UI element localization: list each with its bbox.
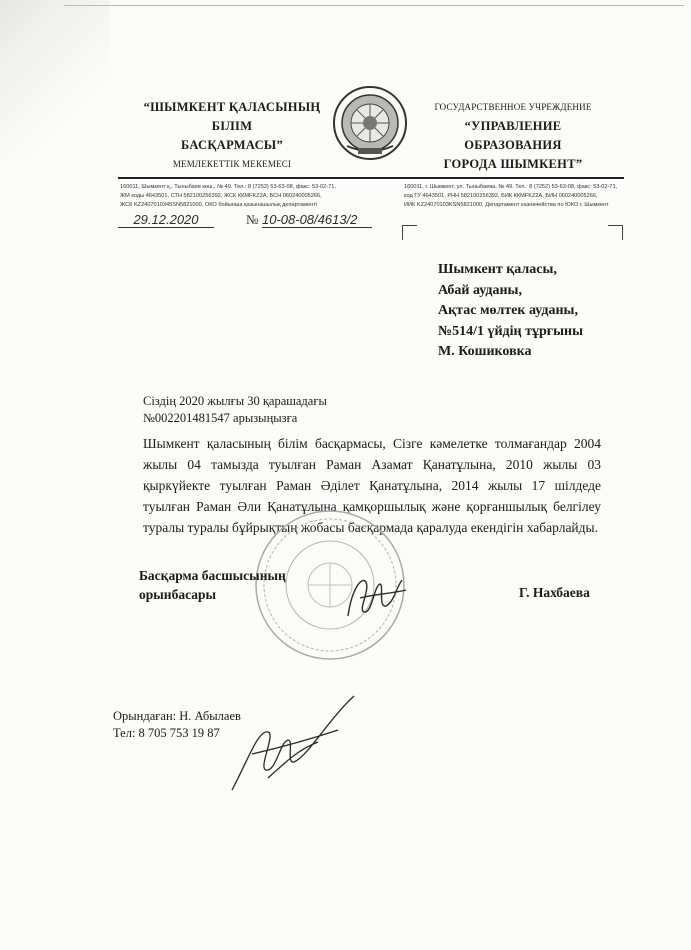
- header-left-line1: “ШЫМКЕНТ ҚАЛАСЫНЫҢ: [143, 100, 321, 114]
- scan-top-edge: [64, 5, 684, 6]
- signatory-name: Г. Нахбаева: [519, 585, 590, 600]
- address-corner-mark-left: [402, 225, 417, 240]
- address-right-line: ИИК KZ24070103KSN5821000, Департамент казначейства по ЮКО г. Шымкент: [404, 202, 609, 208]
- header-left-sub: МЕМЛЕКЕТТІК МЕКЕМЕСІ: [172, 159, 292, 169]
- recipient-line: Шымкент қаласы,: [438, 262, 557, 277]
- header-right-ru: [418, 98, 608, 174]
- address-corner-mark-right: [608, 225, 623, 240]
- address-left-line: ЖМ коды 4643501, СТН 582100256392, ЖСК ККМFKZ2A, БСН 060240005266,: [120, 193, 322, 199]
- registration-number-label: №: [246, 212, 259, 227]
- executor-block: [113, 708, 241, 742]
- letter-body: Шымкент қаласының білім басқармасы, Сізге кәмелетке толмағандар 2004 жылы 04 тамызда туылған Раман Азамат Қанатұлына, 2010 жылы 03 қыркүйекте туылған Раман Әділет Қанатұлына, 2014 жылы 17 шілдеде туылған Раман Әли Қанатұлына қамқоршылық және қорғаншылық белгілеу туралы туралы бұйрықтың жобасы басқармада қаралуда екендігін хабарлайды.: [143, 436, 601, 535]
- registration-date: 29.12.2020: [118, 212, 214, 228]
- address-right: [404, 183, 617, 210]
- header-right-sub: ГОСУДАРСТВЕННОЕ УЧРЕЖДЕНИЕ: [434, 102, 592, 112]
- recipient-line: М. Кошиковка: [438, 344, 532, 359]
- header-left-line3: БАСҚАРМАСЫ”: [180, 138, 284, 152]
- recipient-line: Абай ауданы,: [438, 282, 522, 298]
- reference-line: Сіздің 2020 жылғы 30 қарашадағы: [143, 394, 327, 408]
- address-right-line: код ГУ 4643501, РНН 582100256392, БИК ККМFKZ2A, БИН 060240005266,: [404, 193, 598, 199]
- address-left-line: 160011, Шымкент қ., Тыныбаев көш., № 49. Тел.: 8 (7252) 53-63-08, факс: 53-02-71,: [120, 184, 336, 190]
- scan-corner-shadow: [0, 0, 110, 160]
- address-right-line: 160011, г. Шымкент, ул. Тыныбаева, № 49. Тел.: 8 (7252) 53-63-08, факс: 53-02-71,: [404, 184, 618, 190]
- address-left: [120, 183, 336, 210]
- header-left-kk: [138, 98, 326, 174]
- signature-icon: [340, 568, 410, 628]
- executor-name: Орындаған: Н. Абылаев: [113, 709, 241, 723]
- header-right-line1: “УПРАВЛЕНИЕ: [464, 119, 562, 133]
- recipient-line: Ақтас мөлтек ауданы,: [438, 303, 578, 318]
- header-right-line3: ГОРОДА ШЫМКЕНТ”: [443, 157, 583, 171]
- signatory-title-line: Басқарма басшысының: [139, 568, 286, 583]
- header-rule: [118, 177, 624, 179]
- executor-phone: Тел: 8 705 753 19 87: [113, 726, 220, 740]
- reference-line: №002201481547 арызыңызға: [143, 411, 298, 425]
- recipient-block: [438, 260, 583, 363]
- state-emblem-icon: [331, 84, 409, 162]
- header-right-line2: ОБРАЗОВАНИЯ: [464, 138, 562, 152]
- signatory-title: [139, 566, 286, 604]
- recipient-line: №514/1 үйдің тұрғыны: [438, 323, 584, 339]
- reference-block: [143, 393, 327, 427]
- registration-number: 10-08-08/4613/2: [262, 212, 372, 228]
- address-left-line: ЖСК KZ2407010345SN5821000, ОКО бойынша қазынашылық департаменті: [120, 202, 318, 208]
- header-left-line2: БІЛІМ: [211, 119, 253, 133]
- signatory-title-line: орынбасары: [139, 587, 217, 602]
- executor-signature-icon: [228, 690, 358, 800]
